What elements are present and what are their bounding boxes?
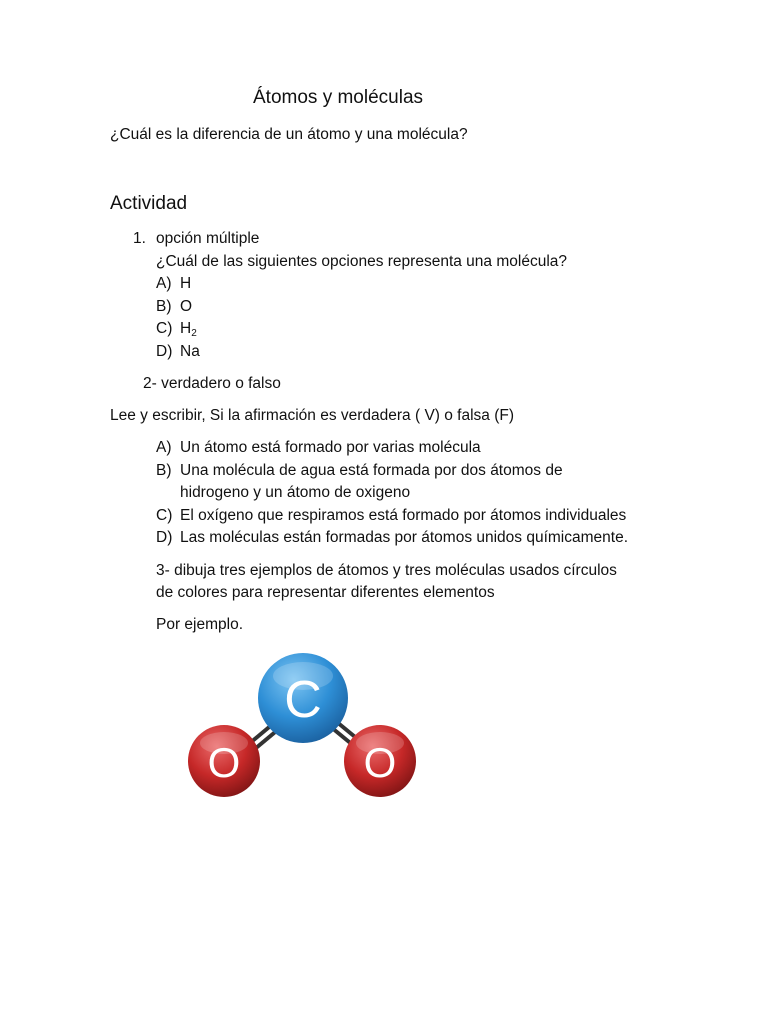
option-label: C) — [156, 320, 173, 337]
option-a — [156, 273, 191, 295]
option-label: A) — [156, 275, 172, 292]
intro-question: ¿Cuál es la diferencia de un átomo y una molécula? — [110, 126, 468, 143]
carbon-atom — [258, 653, 348, 743]
co2-molecule-illustration — [180, 648, 430, 798]
section1-question: ¿Cuál de las siguientes opciones representa una molécula? — [156, 253, 567, 270]
section1-number: 1. — [133, 230, 146, 247]
statement-label: A) — [156, 439, 172, 456]
statement-label: D) — [156, 529, 173, 546]
oxygen-atom-left-label: O — [207, 739, 241, 786]
statement-text: Un átomo está formado por varias molécula — [180, 439, 481, 456]
option-text: O — [180, 298, 193, 315]
section3-text-line2: de colores para representar diferentes elementos — [156, 584, 495, 601]
option-text: Na — [180, 343, 200, 360]
option-label: B) — [156, 298, 172, 315]
section2-heading: 2- verdadero o falso — [143, 375, 281, 392]
page-title: Átomos y moléculas — [253, 87, 424, 108]
statement-b — [156, 460, 563, 504]
statement-label: B) — [156, 462, 172, 479]
option-label: D) — [156, 343, 173, 360]
oxygen-atom-left — [188, 725, 260, 797]
activity-heading: Actividad — [110, 193, 188, 214]
option-text: H — [180, 275, 192, 292]
statement-a — [156, 437, 481, 459]
statement-text: El oxígeno que respiramos está formado por átomos individuales — [180, 507, 627, 524]
section3-text-line1: 3- dibuja tres ejemplos de átomos y tres moléculas usados círculos — [156, 562, 617, 579]
option-subscript: 2 — [191, 328, 197, 339]
oxygen-atom-right-label: O — [363, 739, 397, 786]
carbon-atom-label: C — [284, 671, 322, 729]
option-text-base: H — [180, 320, 192, 337]
statement-text: Una molécula de agua está formada por dos átomos de — [180, 462, 563, 479]
section1-heading: opción múltiple — [156, 230, 260, 247]
statement-c — [156, 505, 626, 527]
section2-instruction: Lee y escribir, Si la afirmación es verdadera ( V) o falsa (F) — [110, 407, 515, 424]
statement-d — [156, 527, 628, 549]
example-label: Por ejemplo. — [156, 616, 244, 633]
statement-label: C) — [156, 507, 173, 524]
statement-text: Las moléculas están formadas por átomos unidos químicamente. — [180, 529, 629, 546]
option-d — [156, 341, 200, 363]
statement-text-continued: hidrogeno y un átomo de oxigeno — [180, 484, 411, 501]
option-b — [156, 296, 192, 318]
oxygen-atom-right — [344, 725, 416, 797]
